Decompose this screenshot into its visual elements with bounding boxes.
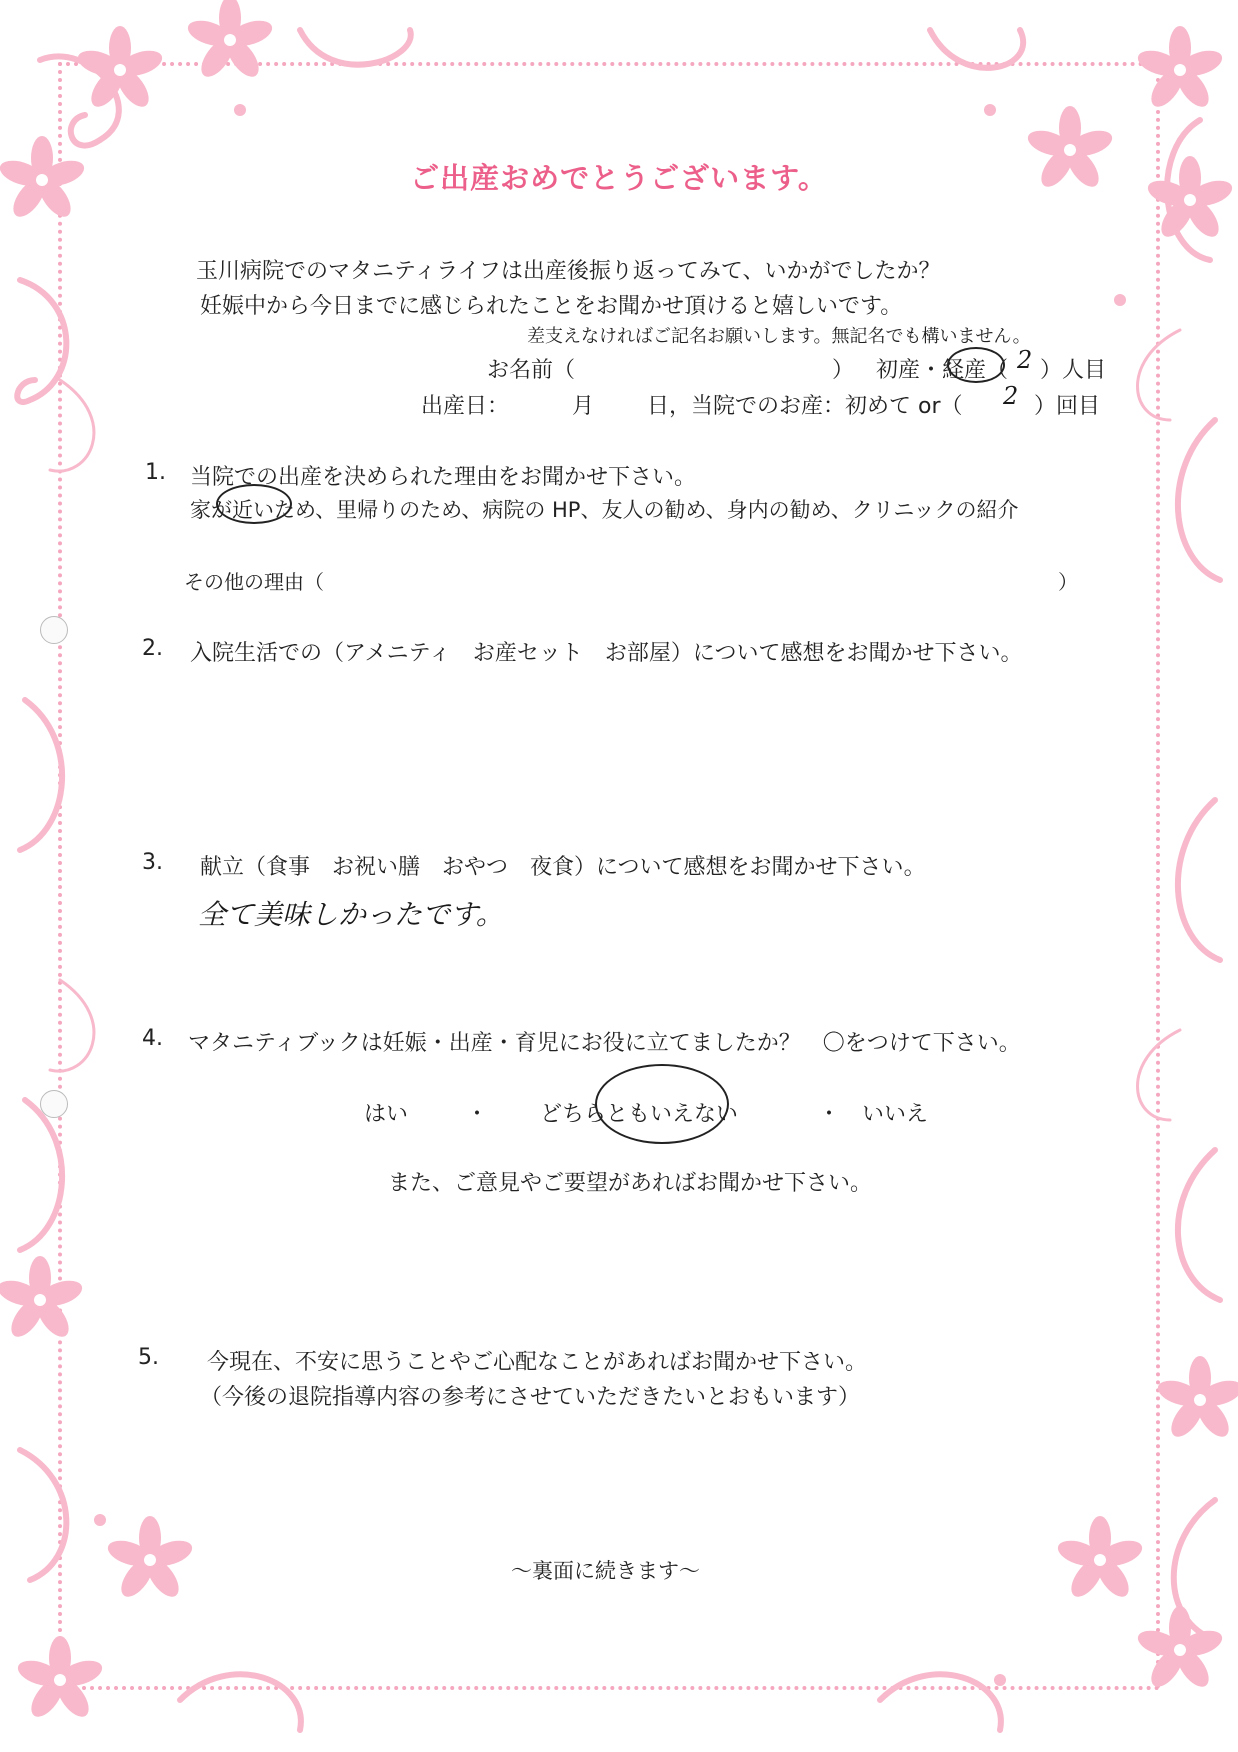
- q3-answer[interactable]: 全て美味しかったです。: [198, 898, 504, 931]
- continued-on-back-note: ～裏面に続きます～: [511, 1559, 700, 1583]
- choice-separator: ・: [818, 1102, 841, 1127]
- choice-neutral[interactable]: どちらともいえない: [540, 1102, 739, 1127]
- intro-line-2: 妊娠中から今日までに感じられたことをお聞かせ頂けると嬉しいです。: [200, 294, 903, 319]
- intro-line-1: 玉川病院でのマタニティライフは出産後振り返ってみて、いかがでしたか？: [196, 259, 941, 284]
- q3-number: 3.: [142, 850, 163, 875]
- birth-label: 出産日：: [421, 394, 510, 419]
- q1-other-field[interactable]: [335, 566, 1035, 592]
- parity-value[interactable]: 2: [1017, 346, 1033, 374]
- q4-question: マタニティブックは妊娠・出産・育児にお役に立てましたか？ 〇をつけて下さい。: [188, 1031, 1021, 1056]
- q1-other-label: その他の理由（: [184, 570, 324, 594]
- choice-no[interactable]: いいえ: [862, 1102, 929, 1127]
- circle-mark: [595, 1064, 729, 1144]
- flower-icon: [1155, 1356, 1238, 1442]
- q4-followup-area[interactable]: [190, 1206, 1090, 1326]
- punch-hole: [40, 1090, 68, 1118]
- name-label: お名前（: [487, 358, 576, 383]
- choice-separator: ・: [466, 1102, 489, 1127]
- count-value[interactable]: 2: [1003, 382, 1019, 410]
- parity-options: 初産・経産（: [876, 358, 1009, 383]
- punch-hole: [40, 616, 68, 644]
- q1-number: 1.: [145, 460, 166, 485]
- choice-yes[interactable]: はい: [364, 1102, 409, 1127]
- name-close: ）: [832, 358, 855, 383]
- parity-suffix: ）人目: [1040, 358, 1107, 383]
- name-field[interactable]: [583, 353, 823, 379]
- count-suffix: ）回目: [1034, 394, 1101, 419]
- q2-question: 入院生活での（アメニティ お産セット お部屋）について感想をお聞かせ下さい。: [190, 641, 1023, 666]
- q5-subtitle: （今後の退院指導内容の参考にさせていただきたいとおもいます）: [200, 1385, 861, 1410]
- q2-answer-area[interactable]: [190, 676, 1090, 836]
- page-title: ご出産おめでとうございます。: [410, 161, 828, 195]
- q1-question: 当院での出産を決められた理由をお聞かせ下さい。: [190, 465, 697, 490]
- day-label: 日，当院でのお産：初めて or（: [647, 394, 963, 419]
- q1-other-close: ）: [1058, 570, 1078, 594]
- intro-note: 差支えなければご記名お願いします。無記名でも構いません。: [527, 326, 1031, 347]
- q5-answer-area[interactable]: [190, 1420, 1090, 1540]
- q4-followup: また、ご意見やご要望があればお聞かせ下さい。: [388, 1171, 873, 1196]
- q1-options: 家が近いため、里帰りのため、病院の HP、友人の勧め、身内の勧め、クリニックの紹介: [190, 498, 1019, 522]
- q4-number: 4.: [142, 1026, 163, 1051]
- circle-mark: [947, 347, 1005, 383]
- month-label: 月: [572, 394, 595, 419]
- q2-number: 2.: [142, 636, 163, 661]
- q5-question: 今現在、不安に思うことやご心配なことがあればお聞かせ下さい。: [207, 1350, 868, 1375]
- q3-question: 献立（食事 お祝い膳 おやつ 夜食）について感想をお聞かせ下さい。: [200, 855, 926, 880]
- q5-number: 5.: [138, 1345, 159, 1370]
- circle-mark: [216, 484, 292, 524]
